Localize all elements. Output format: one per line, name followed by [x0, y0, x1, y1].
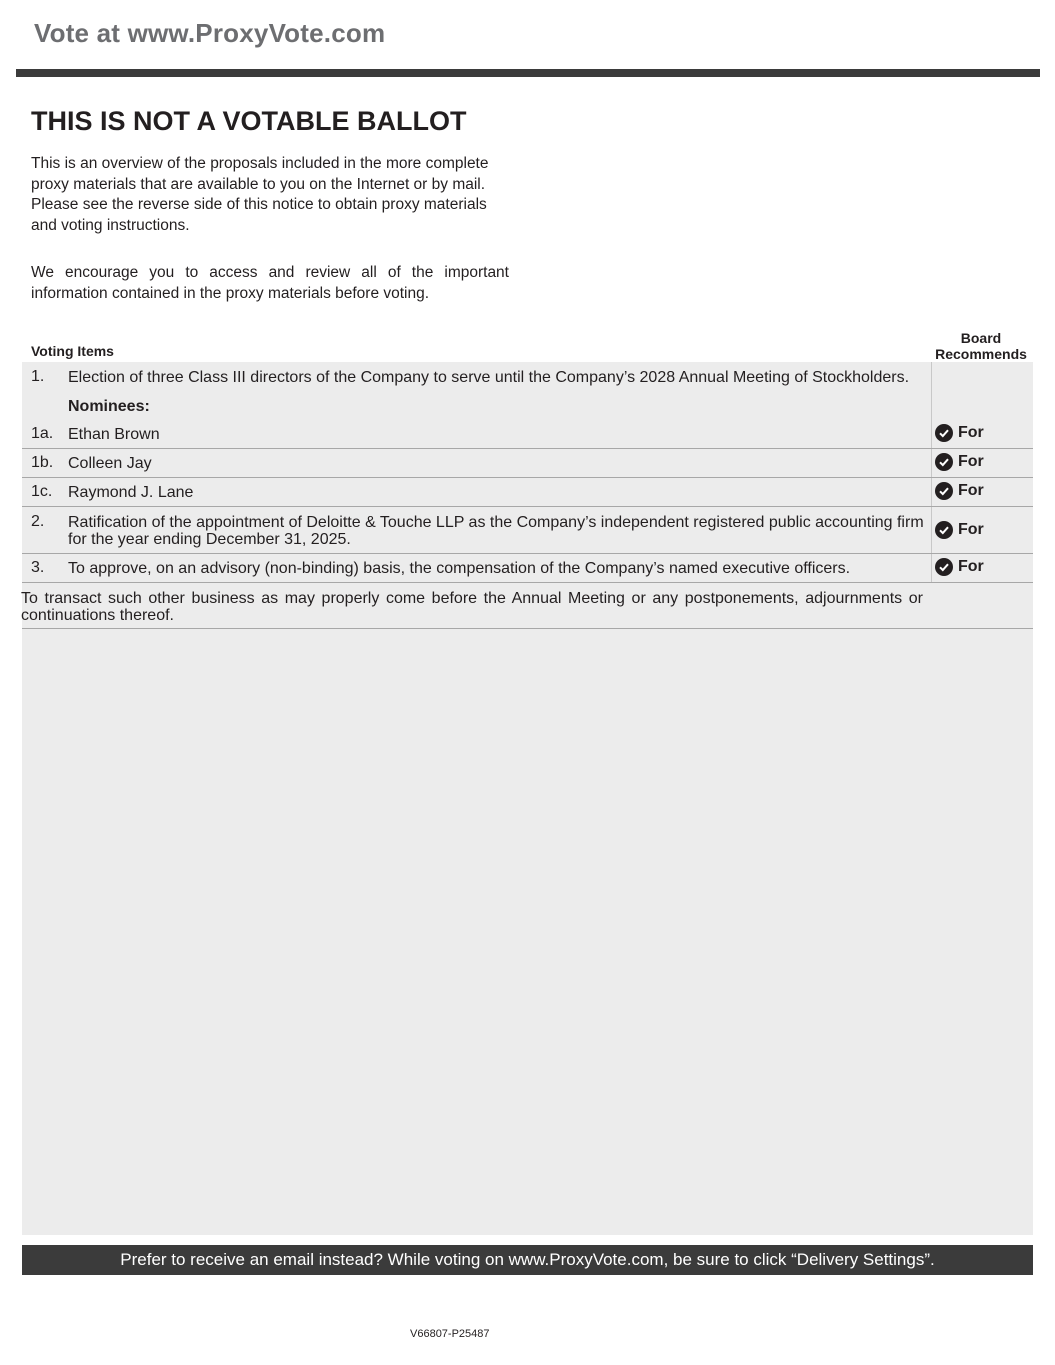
- item-number: 1.: [31, 368, 45, 385]
- recommendation: [935, 558, 984, 576]
- table-row: [22, 362, 1033, 419]
- table-row: [22, 419, 1033, 449]
- check-circle-icon: [935, 482, 953, 500]
- email-delivery-banner: Prefer to receive an email instead? While voting on www.ProxyVote.com, be sure to click “Delivery Settings”.: [22, 1245, 1033, 1275]
- voting-items-header: Voting Items: [31, 343, 114, 359]
- item-text: To approve, on an advisory (non-binding) basis, the compensation of the Company’s named executive officers.: [68, 560, 851, 577]
- table-row: [22, 478, 1033, 507]
- item-text: Ratification of the appointment of Deloitte & Touche LLP as the Company’s independent registered public accounting firm for the year ending December 31, 2025.: [68, 514, 924, 548]
- notice-title: THIS IS NOT A VOTABLE BALLOT: [31, 106, 467, 136]
- table-row: [22, 583, 1033, 629]
- item-number: 1c.: [31, 483, 53, 500]
- item-text: Election of three Class III directors of the Company to serve until the Company’s 2028 Annual Meeting of Stockholders.: [68, 369, 910, 386]
- document-code: V66807-P25487: [410, 1328, 490, 1340]
- recommendation-label: For: [958, 453, 984, 470]
- check-circle-icon: [935, 558, 953, 576]
- recommendation-label: For: [958, 521, 984, 538]
- table-row: [22, 554, 1033, 583]
- header-title[interactable]: Vote at www.ProxyVote.com: [34, 18, 386, 48]
- recommendation: [935, 482, 984, 500]
- table-row: [22, 449, 1033, 478]
- voting-items-table: [22, 362, 1033, 1235]
- nominee-name: Raymond J. Lane: [68, 484, 194, 501]
- intro-paragraph: This is an overview of the proposals included in the more complete proxy materials that are available to you on the Internet or by mail. Please see the reverse side of this notice to obtain proxy materials and voting instructions.: [31, 155, 489, 234]
- board-recommends-line2: Recommends: [935, 346, 1027, 362]
- recommendation-label: For: [958, 424, 984, 441]
- check-circle-icon: [935, 424, 953, 442]
- check-circle-icon: [935, 453, 953, 471]
- header-divider: [16, 69, 1040, 77]
- item-number: 1a.: [31, 425, 54, 442]
- item-number: 2.: [31, 513, 45, 530]
- nominee-name: Colleen Jay: [68, 455, 152, 472]
- table-row: [22, 507, 1033, 554]
- recommendation-label: For: [958, 558, 984, 575]
- item-number: 3.: [31, 559, 45, 576]
- item-number: 1b.: [31, 454, 54, 471]
- intro-paragraph-2: We encourage you to access and review all of the important information contained in the proxy materials before voting.: [31, 264, 509, 302]
- board-recommends-line1: Board: [960, 330, 1002, 346]
- nominees-label: Nominees:: [68, 398, 150, 415]
- recommendation: [935, 453, 984, 471]
- recommendation-label: For: [958, 482, 984, 499]
- nominee-name: Ethan Brown: [68, 426, 160, 443]
- other-business-text: To transact such other business as may properly come before the Annual Meeting or any postponements, adjournments or continuations thereof.: [21, 590, 923, 624]
- recommendation: [935, 424, 984, 442]
- recommendation: [935, 521, 984, 539]
- board-recommends-header: [930, 330, 1032, 362]
- check-circle-icon: [935, 521, 953, 539]
